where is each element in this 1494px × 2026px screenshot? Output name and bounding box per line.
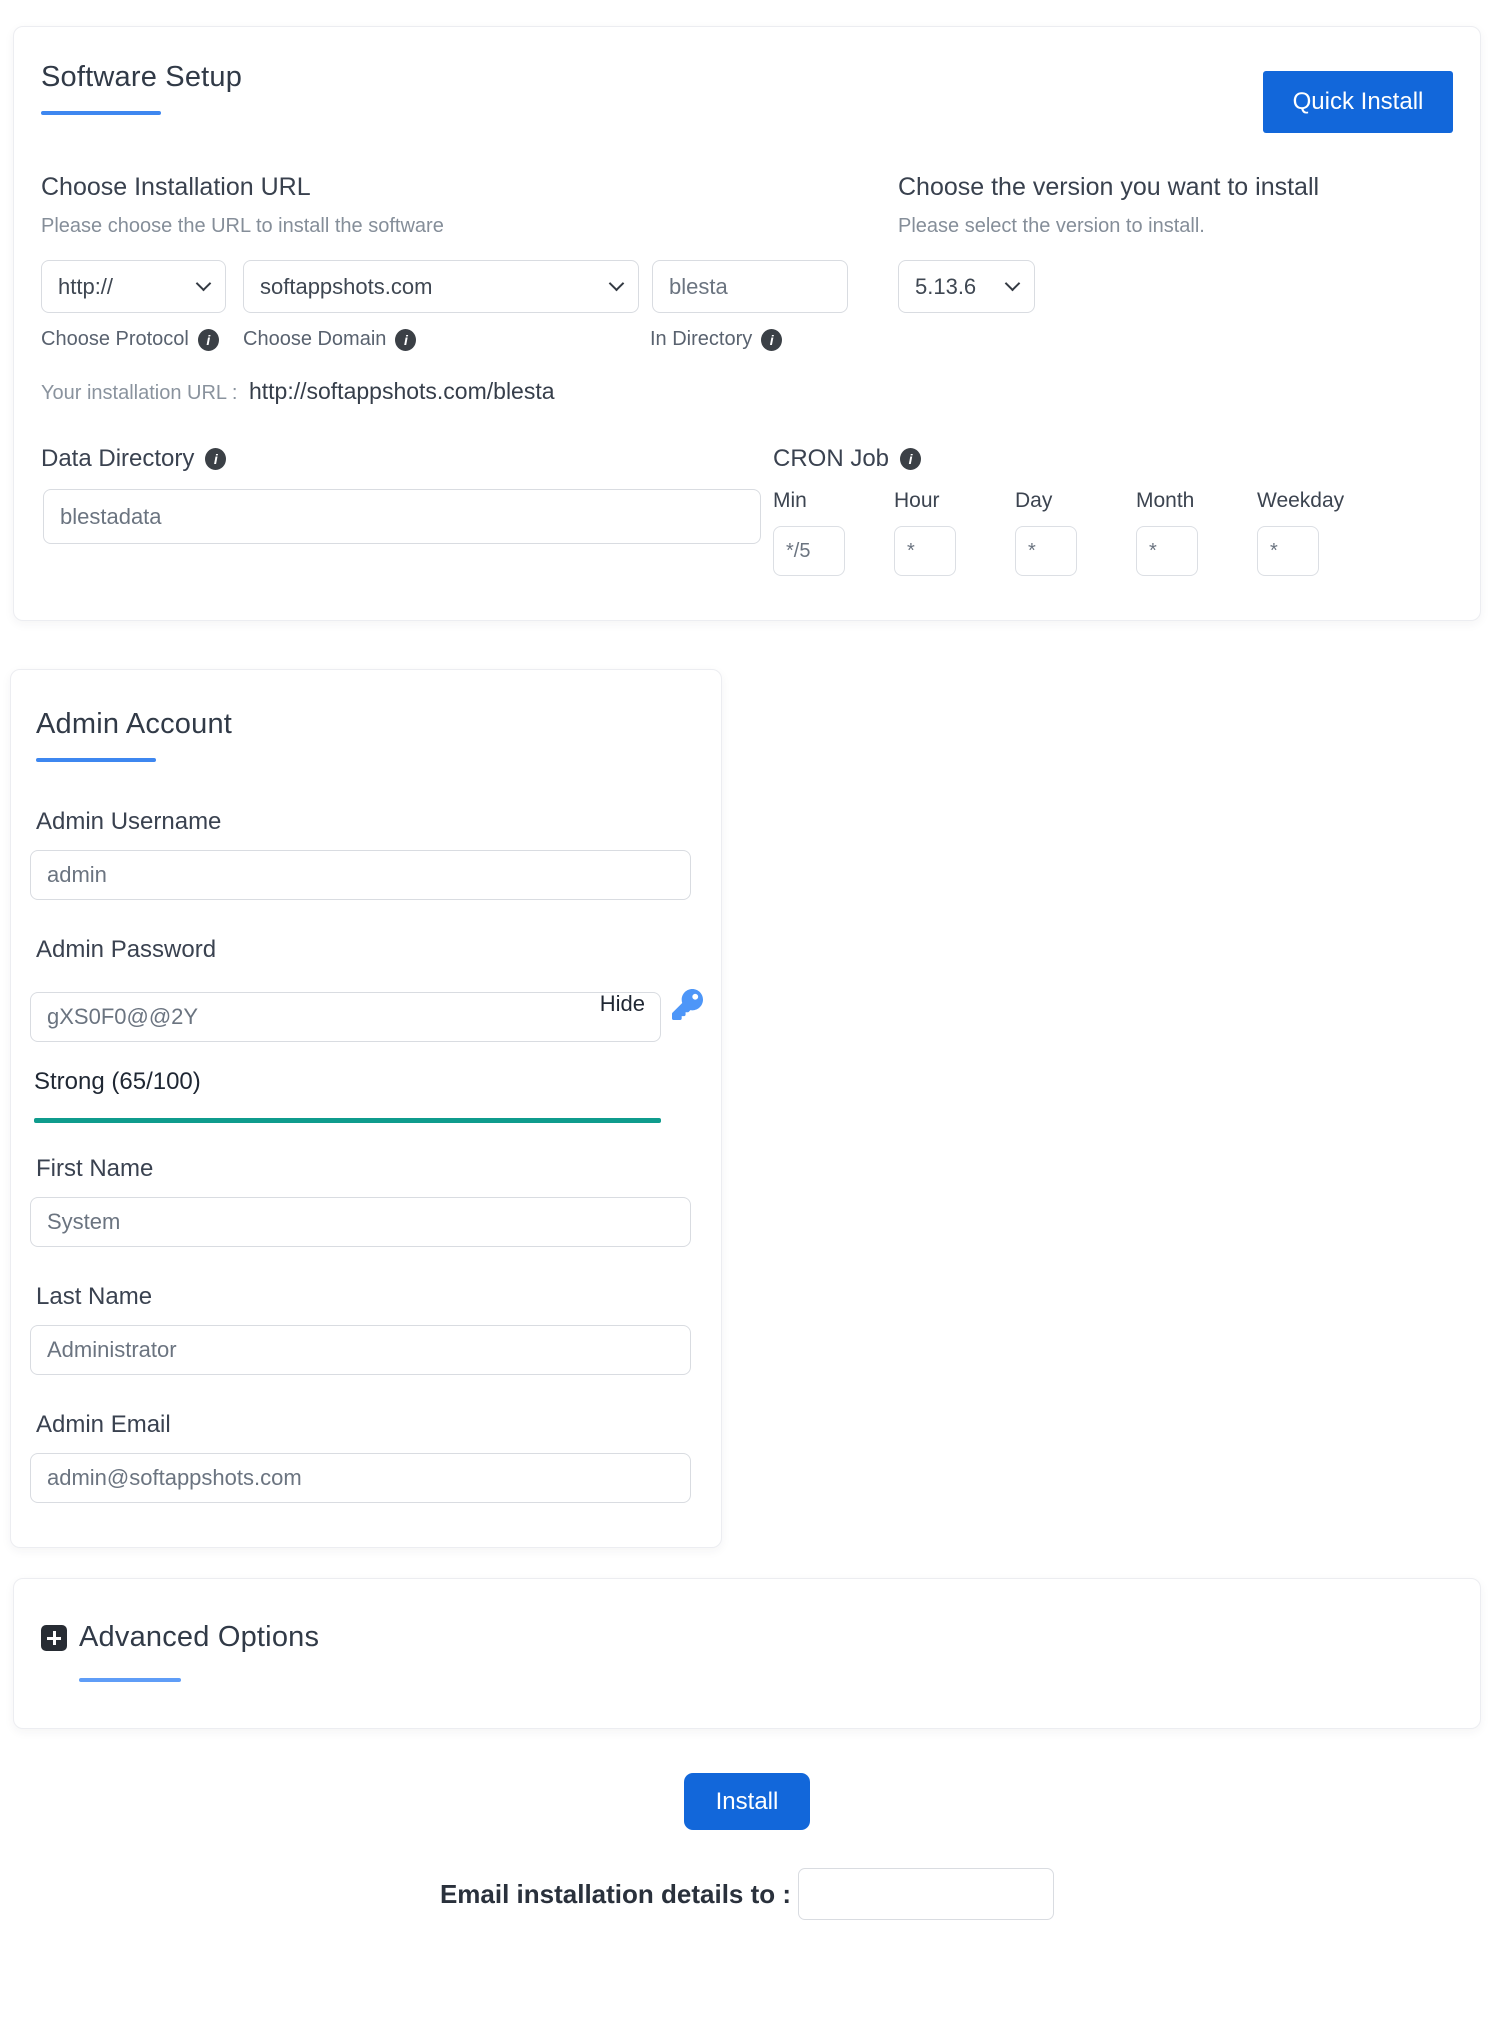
admin-password-label: Admin Password bbox=[36, 936, 217, 963]
cron-hour-field bbox=[894, 489, 1015, 576]
cron-weekday-input[interactable] bbox=[1257, 526, 1319, 576]
first-name-group bbox=[30, 1155, 691, 1247]
title-underline bbox=[41, 111, 161, 115]
data-directory-label: Data Directory bbox=[41, 445, 195, 472]
data-directory-input[interactable] bbox=[43, 489, 761, 544]
first-name-input[interactable] bbox=[30, 1197, 691, 1247]
domain-select[interactable] bbox=[243, 260, 639, 313]
cron-hour-label: Hour bbox=[894, 489, 940, 512]
email-details-input[interactable] bbox=[798, 1868, 1054, 1920]
first-name-label: First Name bbox=[36, 1155, 154, 1182]
last-name-input[interactable] bbox=[30, 1325, 691, 1375]
software-setup-title-block bbox=[41, 61, 242, 115]
domain-label: Choose Domain bbox=[243, 328, 387, 350]
cron-month-input[interactable] bbox=[1136, 526, 1198, 576]
advanced-options-title: Advanced Options bbox=[79, 1621, 320, 1653]
info-icon[interactable]: i bbox=[198, 329, 219, 351]
cron-min-label: Min bbox=[773, 489, 807, 512]
protocol-select-value: http:// bbox=[58, 273, 114, 299]
cron-weekday-label: Weekday bbox=[1257, 489, 1345, 512]
directory-label: In Directory bbox=[650, 328, 753, 350]
installation-url-heading: Choose Installation URL bbox=[41, 173, 311, 201]
admin-email-label: Admin Email bbox=[36, 1411, 171, 1438]
cron-min-field bbox=[773, 489, 894, 576]
cron-hour-input[interactable] bbox=[894, 526, 956, 576]
version-heading: Choose the version you want to install bbox=[898, 173, 1320, 201]
domain-label-row bbox=[243, 328, 650, 351]
installation-url-result-value: http://softappshots.com/blesta bbox=[248, 378, 555, 404]
expand-plus-icon[interactable] bbox=[41, 1625, 67, 1651]
protocol-select[interactable] bbox=[41, 260, 226, 313]
directory-label-row bbox=[650, 328, 782, 351]
admin-password-group bbox=[30, 936, 691, 1123]
installation-url-subheading: Please choose the URL to install the software bbox=[41, 215, 444, 237]
advanced-options-card[interactable] bbox=[13, 1578, 1481, 1729]
software-setup-header bbox=[41, 61, 1453, 133]
info-icon[interactable]: i bbox=[205, 448, 226, 470]
key-icon[interactable] bbox=[672, 989, 703, 1020]
admin-password-input[interactable] bbox=[30, 992, 661, 1042]
admin-account-card bbox=[10, 669, 722, 1548]
domain-select-value: softappshots.com bbox=[260, 273, 433, 299]
chevron-down-icon bbox=[1005, 276, 1021, 292]
title-underline bbox=[79, 1678, 181, 1682]
software-setup-card bbox=[13, 26, 1481, 621]
install-button[interactable]: Install bbox=[684, 1773, 810, 1830]
cron-job-section bbox=[773, 445, 1378, 576]
version-select-value: 5.13.6 bbox=[915, 273, 977, 299]
data-directory-section bbox=[41, 445, 773, 576]
admin-username-label: Admin Username bbox=[36, 808, 222, 835]
admin-email-group bbox=[30, 1411, 691, 1503]
cron-day-field bbox=[1015, 489, 1136, 576]
last-name-label: Last Name bbox=[36, 1283, 153, 1310]
info-icon[interactable]: i bbox=[761, 329, 782, 351]
cron-month-label: Month bbox=[1136, 489, 1195, 512]
email-details-label: Email installation details to : bbox=[439, 1878, 792, 1909]
admin-email-input[interactable] bbox=[30, 1453, 691, 1503]
installation-url-result-label: Your installation URL : bbox=[41, 382, 238, 404]
cron-job-label-row bbox=[773, 445, 1378, 473]
protocol-label: Choose Protocol bbox=[41, 328, 189, 350]
password-hide-toggle[interactable]: Hide bbox=[599, 991, 645, 1016]
password-strength-text: Strong (65/100) bbox=[34, 1068, 201, 1095]
admin-username-group bbox=[30, 808, 691, 900]
software-setup-title: Software Setup bbox=[41, 61, 243, 93]
cron-day-label: Day bbox=[1015, 489, 1053, 512]
installation-url-result bbox=[41, 378, 898, 405]
version-section bbox=[898, 173, 1453, 405]
version-select[interactable] bbox=[898, 260, 1035, 313]
chevron-down-icon bbox=[196, 276, 212, 292]
chevron-down-icon bbox=[609, 276, 625, 292]
info-icon[interactable]: i bbox=[900, 448, 921, 470]
password-strength-bar bbox=[34, 1118, 661, 1123]
cron-job-label: CRON Job bbox=[773, 445, 890, 472]
protocol-label-row bbox=[41, 328, 243, 351]
data-directory-label-row bbox=[41, 445, 773, 473]
cron-day-input[interactable] bbox=[1015, 526, 1077, 576]
quick-install-button[interactable]: Quick Install bbox=[1263, 71, 1453, 133]
last-name-group bbox=[30, 1283, 691, 1375]
installation-url-section bbox=[41, 173, 898, 405]
info-icon[interactable]: i bbox=[395, 329, 416, 351]
cron-weekday-field bbox=[1257, 489, 1378, 576]
bottom-spacer bbox=[0, 1920, 1494, 2010]
cron-month-field bbox=[1136, 489, 1257, 576]
title-underline bbox=[36, 758, 156, 762]
directory-input[interactable] bbox=[652, 260, 848, 313]
admin-account-title: Admin Account bbox=[36, 708, 233, 740]
version-subheading: Please select the version to install. bbox=[898, 215, 1205, 237]
cron-min-input[interactable] bbox=[773, 526, 845, 576]
admin-username-input[interactable] bbox=[30, 850, 691, 900]
